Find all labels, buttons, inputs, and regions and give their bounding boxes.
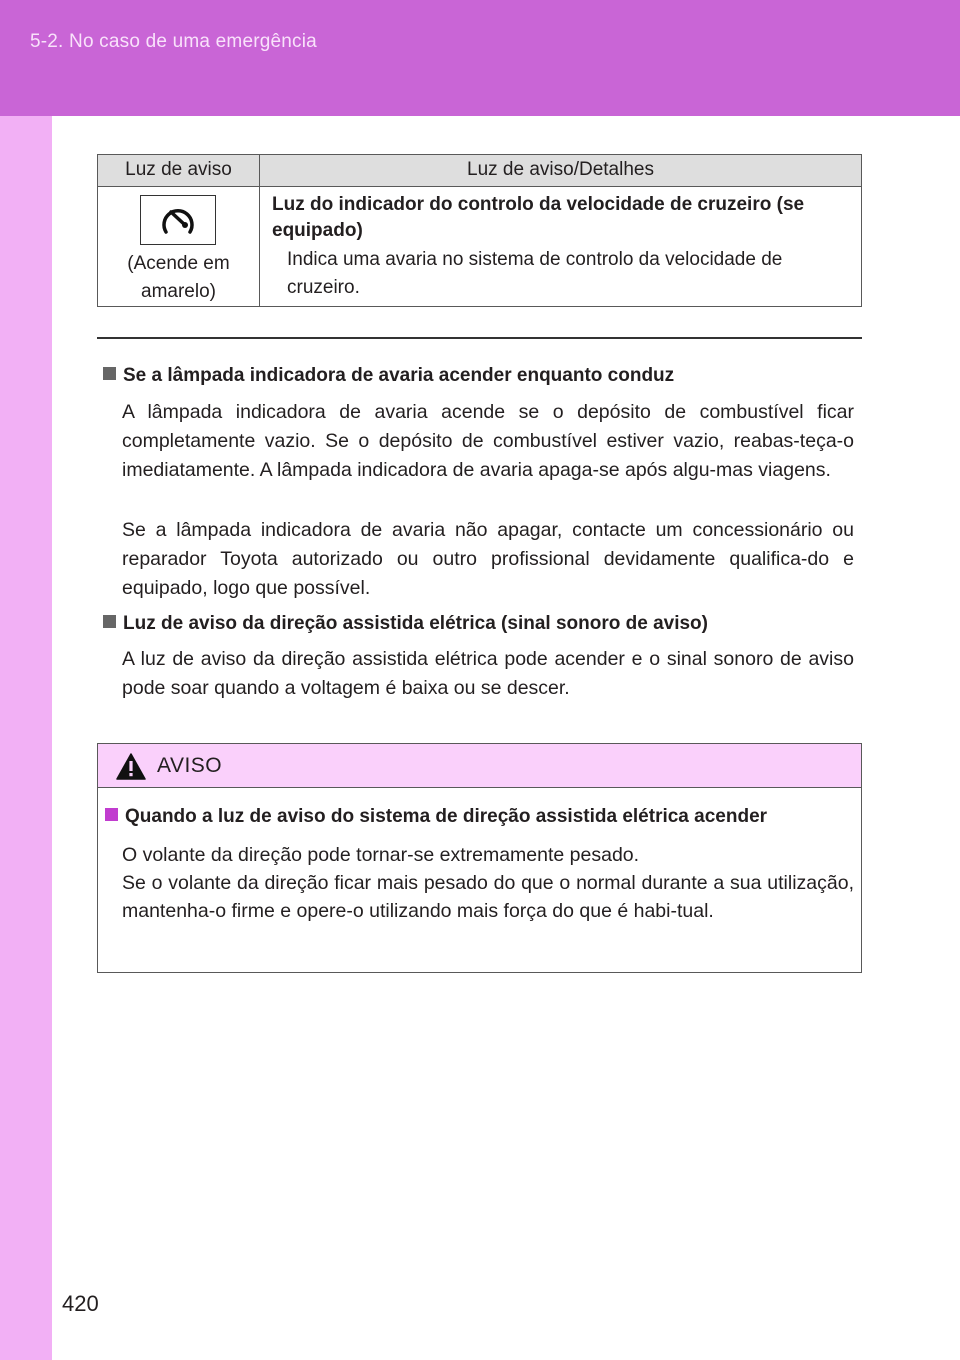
light-description: Indica uma avaria no sistema de controlo da velocidade de cruzeiro. [287, 249, 783, 298]
warning-light-table [97, 154, 862, 307]
cruise-control-indicator-icon [140, 195, 216, 245]
sub-heading: Luz de aviso da direção assistida elétrica (sinal sonoro de aviso) [103, 613, 708, 635]
column-header-light: Luz de aviso [125, 159, 232, 180]
light-title: Luz do indicador do controlo da velocidade de cruzeiro (se equipado) [272, 194, 805, 241]
warning-box [97, 743, 862, 973]
paragraph: A luz de aviso da direção assistida elétrica pode acender e o sinal sonoro de aviso pode soar quando a voltagem é baixa ou se descer. [122, 648, 854, 699]
bullet-square-icon [103, 367, 116, 380]
column-header-details: Luz de aviso/Detalhes [467, 159, 654, 180]
paragraph: Se a lâmpada indicadora de avaria não apagar, contacte um concessionário ou reparador Toyota autorizado ou outro profissional devidamente qualifica-do e equipado, logo que possível. [122, 519, 854, 599]
header-band [0, 0, 960, 116]
icon-caption: (Acende em amarelo) [127, 253, 230, 302]
bullet-square-icon [103, 615, 116, 628]
bullet-square-icon [105, 808, 118, 821]
section-title: 5-2. No caso de uma emergência [30, 31, 317, 52]
warning-header [98, 744, 861, 788]
page-number: 420 [62, 1291, 99, 1316]
warning-triangle-icon [116, 753, 146, 780]
warning-text: O volante da direção pode tornar-se extremamente pesado. Se o volante da direção ficar mais pesado do que o normal durante a sua utilização, mantenha-o firme e opere-o utilizando mais força do que é habi-tual. [122, 844, 854, 922]
paragraph: A lâmpada indicadora de avaria acende se o depósito de combustível ficar completamente vazio. Se o depósito de combustível estiver vazio, reabas-teça-o imediatamente. A lâmpada indicadora de avaria apaga-se após algu-mas viagens. [122, 401, 854, 481]
warning-heading: Quando a luz de aviso do sistema de direção assistida elétrica acender [105, 806, 767, 828]
sub-heading: Se a lâmpada indicadora de avaria acender enquanto conduz [103, 365, 674, 387]
warning-title: AVISO [157, 754, 223, 777]
section-divider [97, 337, 862, 339]
side-band [0, 116, 52, 1360]
